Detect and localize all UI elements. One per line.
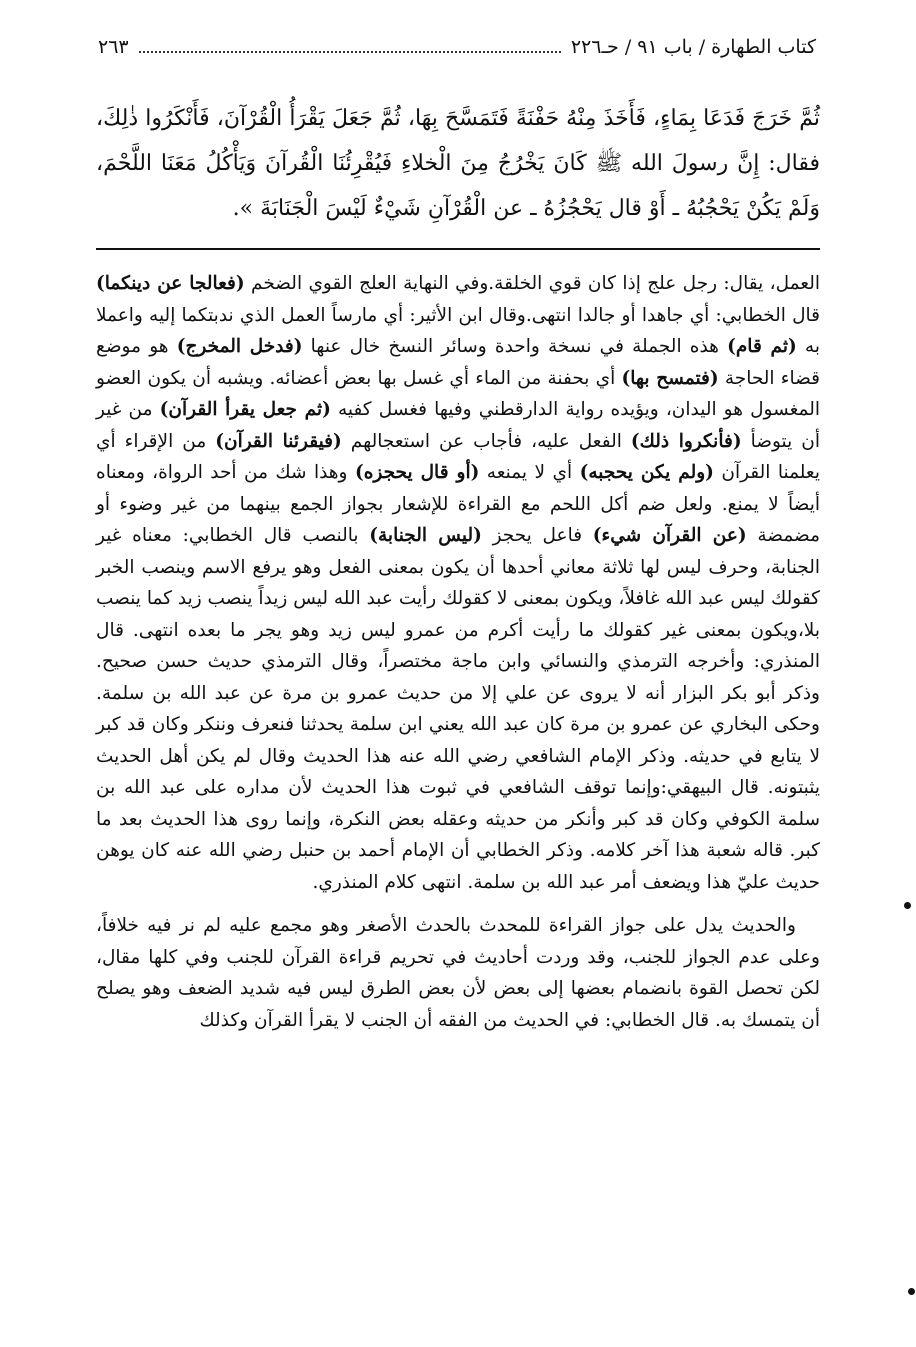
commentary-text: أي بحفنة من الماء أي غسل بها بعض أعضائه. ويشبه أن يكون العضو المغسول هو اليدان، ويؤيده رواية الدارقطني وفيها فغسل كفيه: [96, 367, 820, 420]
header-title: كتاب الطهارة / باب ٩١ / حـ٢٢٦: [570, 36, 816, 58]
margin-dot-2: [908, 1288, 915, 1295]
hadith-paragraph: ثُمَّ خَرَجَ فَدَعَا بِمَاءٍ، فَأَخَذَ مِنْهُ حَفْنَةً فَتَمَسَّحَ بِهَا، ثُمَّ جَعَلَ يَقْرَأُ الْقُرْآنَ، فَأَنْكَرُوا ذٰلِكَ، فقال: إِنَّ رسولَ الله ﷺ كَانَ يَخْرُجُ مِنَ الْخلاءِ فَيُقْرِئُنَا الْقُرآنَ وَيَأْكُلُ مَعَنَا اللَّحْمَ، وَلَمْ يَكُنْ يَحْجُبُهُ ـ أَوْ قال يَحْجُزُهُ ـ عن الْقُرْآنِ شَيْءٌ لَيْسَ الْجَنَابَةَ ».: [96, 106, 820, 221]
commentary-paragraph-2: والحديث يدل على جواز القراءة للمحدث بالحدث الأصغر وهو مجمع عليه لم نر فيه خلافاً، وعلى عدم الجواز للجنب، وقد وردت أحاديث في تحريم قراءة القرآن للجنب وفي كلها مقال، لكن تحصل القوة بانضمام بعضها إلى بعض لأن بعض الطرق ليس فيه شديد الضعف وهو يصلح أن يتمسك به. قال الخطابي: في الحديث من الفقه أن الجنب لا يقرأ القرآن وكذلك: [96, 915, 820, 1031]
quoted-phrase: (فيقرئنا القرآن): [215, 430, 342, 452]
commentary-text: العمل، يقال: رجل علج إذا كان قوي الخلقة.وفي النهاية العلج القوي الضخم: [244, 273, 821, 294]
running-header: [98, 36, 816, 66]
commentary-text: فاعل يحجز: [481, 525, 593, 546]
commentary-text: وهذا شك من أحد الرواة، ومعناه أيضاً لا يمنع. ولعل ضم أكل اللحم مع القراءة للإشعار بجواز الجمع بينهما من غير وضوء أو مضمضة: [96, 462, 820, 546]
commentary-text: بالنصب قال الخطابي: معناه غير الجنابة، وحرف ليس لها ثلاثة معاني أحدها أن يكون بمعنى الفعل وهو يرفع الاسم وينصب الخبر كقولك ليس عبد الله غافلاً، ويكون بمعنى لا كقولك رأيت عبد الله ليس زيداً ينصب زيد كما ينصب بلا،ويكون بمعنى غير كقولك ما رأيت أكرم من عمرو ليس زيد وهو يجر ما بعده انتهى. قال المنذري: وأخرجه الترمذي والنسائي وابن ماجة مختصراً، وقال الترمذي حديث حسن صحيح. وذكر أبو بكر البزار أنه لا يروى عن علي إلا من حديث عمرو بن مرة عن عبد الله بن سلمة. وحكى البخاري عن عمرو بن مرة كان عبد الله يعني ابن سلمة يحدثنا فنعرف وننكر وكان قد كبر لا يتابع في حديثه. وذكر الإمام الشافعي رضي الله عنه هذا الحديث وقال لم يكن أهل الحديث يثبتونه. قال البيهقي:وإنما توقف الشافعي في ثبوت هذا الحديث لأن مداره على عبد الله بن سلمة الكوفي وكان قد كبر وأنكر من حديثه وعقله بعض النكرة، وإنما روى هذا الحديث بعد ما كبر. قاله شعبة هذا آخر كلامه. وذكر الخطابي أن الإمام أحمد بن حنبل رضي الله عنه كان يوهن حديث عليّ هذا ويضعف أمر عبد الله بن سلمة. انتهى كلام المنذري.: [96, 525, 820, 893]
commentary-block: [96, 268, 820, 1048]
quoted-phrase: (ولم يكن يحجبه): [579, 462, 714, 483]
commentary-paragraph-1: [96, 268, 820, 898]
header-dot-leader: [139, 39, 561, 53]
quoted-phrase: (أو قال يحجزه): [354, 462, 480, 483]
quoted-phrase: (فعالجا عن دينكما): [96, 273, 245, 294]
commentary-text: هذه الجملة في نسخة واحدة وسائر النسخ خال عنها: [302, 336, 728, 357]
commentary-text: الفعل عليه، فأجاب عن استعجالهم: [341, 430, 631, 452]
commentary-text: قال الخطابي: أي جاهدا أو جالدا انتهى.وقال ابن الأثير: أي مارساً العمل الذي ندبتكما إليه واعملا به: [96, 304, 820, 357]
hadith-text-block: [96, 96, 820, 231]
commentary-text: هو موضع قضاء الحاجة: [96, 336, 821, 389]
commentary-text: أي لا يمنعه: [479, 462, 580, 483]
commentary-text: من الإقراء أي يعلمنا القرآن: [96, 430, 820, 483]
quoted-phrase: (فأنكروا ذلك): [630, 430, 742, 452]
commentary-text: من غير أن يتوضأ: [96, 399, 820, 452]
quoted-phrase: (ليس الجنابة): [369, 525, 482, 546]
margin-dot-1: [904, 902, 911, 909]
quoted-phrase: (عن القرآن شيء): [592, 525, 747, 546]
separator-rule: [96, 248, 820, 250]
quoted-phrase: (ثم قام): [727, 336, 797, 357]
quoted-phrase: (فدخل المخرج): [176, 336, 303, 357]
page-number: ٢٦٣: [98, 36, 129, 58]
quoted-phrase: (ثم جعل يقرأ القرآن): [159, 399, 331, 420]
quoted-phrase: (فتمسح بها): [621, 367, 719, 389]
